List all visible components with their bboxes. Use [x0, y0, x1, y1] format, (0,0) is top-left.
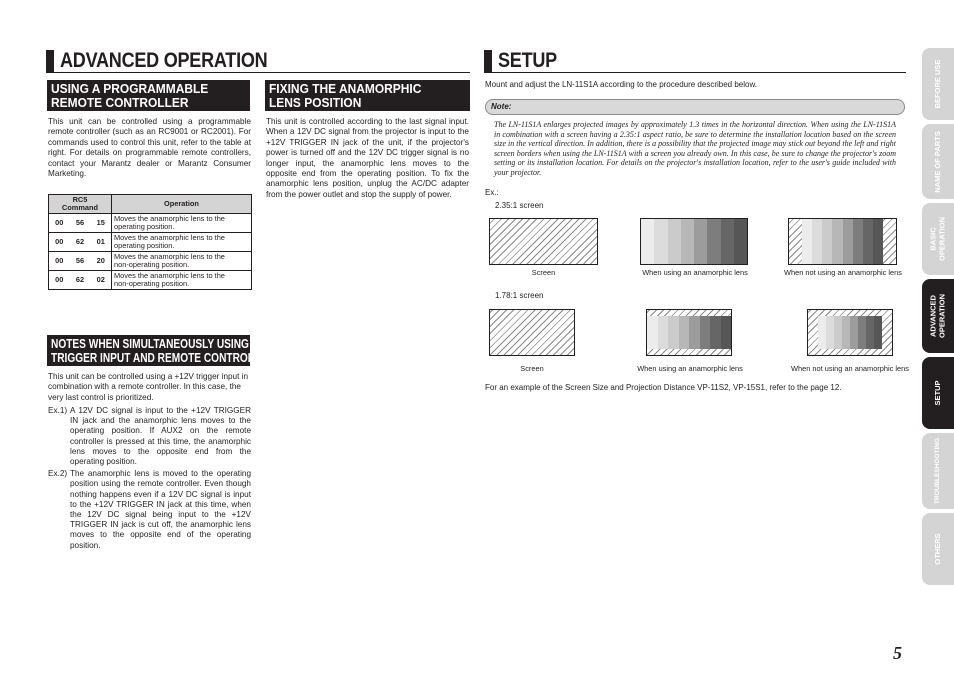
table-row: 00 62 01 Moves the anamorphic lens to the operating position.: [49, 233, 252, 252]
fixing-body: This unit is controlled according to the last signal input. When a 12V DC signal from the projector is input to the +12V TRIGGER IN jack of the unit, if the projector's power is turned off and the 12V DC trigger signal is no longer input, the anamorphic lens moves to the opposite end from the operating position. To fix the anamorphic lens position, unplug the AC/DC adapter from the power outlet and stop the supply of power.: [266, 117, 469, 199]
using-lens-235-figure: [640, 218, 748, 265]
screen-235-figure: [489, 218, 598, 265]
using-lens-178-image: [647, 316, 731, 349]
caption-using-235: When using an anamorphic lens: [642, 268, 748, 277]
tab-name-of-parts[interactable]: NAME OF PARTS: [922, 124, 954, 199]
table-row: 00 56 15 Moves the anamorphic lens to the operating position.: [49, 214, 252, 233]
caption-screen-178: Screen: [520, 364, 544, 373]
tab-before-use[interactable]: BEFORE USE: [922, 48, 954, 120]
setup-intro: Mount and adjust the LN-11S1A according to the procedure described below.: [485, 80, 758, 89]
setup-title: SETUP: [484, 50, 906, 73]
notes-heading: NOTES WHEN SIMULTANEOUSLY USING +12 V TRIGGER INPUT AND REMOTE CONTROLLER: [47, 335, 250, 366]
ex-label: Ex.:: [485, 188, 499, 197]
screen-178-figure: [489, 309, 575, 356]
note-text: The LN-11S1A enlarges projected images by approximately 1.3 times in the horizontal direction. When using the LN-11S1A in combination with a screen having a 2.35:1 aspect ratio, be sure to determine the installation location based on the screen size in the vertical direction. In addition, there is a possibility that the projected image may stick out beyond the left and right screen borders when using the LN-11S1A with a screen you already own. In this case, be sure to change the projector's zoom setting or its installation location. For details on the projector's installation location, refer to the user's guide included with your projector.: [494, 120, 896, 177]
example-1: Ex.1) A 12V DC signal is input to the +12V TRIGGER IN jack and the anamorphic lens moves to the operating position. If AUX2 on the remote controller is pressed at this time, the anamorphic lens moves to the opposite end from the operating position.: [48, 406, 251, 467]
caption-not-using-235: When not using an anamorphic lens: [784, 268, 902, 277]
note-label-box: Note:: [485, 99, 905, 115]
tab-troubleshooting[interactable]: TROUBLESHOOTING: [922, 433, 954, 509]
table-header-command: RC5 Command: [49, 195, 112, 214]
notes-examples: [48, 406, 251, 553]
fixing-heading: FIXING THE ANAMORPHIC LENS POSITION: [265, 80, 470, 111]
not-using-lens-235-image: [802, 219, 883, 264]
table-row: 00 62 02 Moves the anamorphic lens to the non-operating position.: [49, 271, 252, 290]
programmable-body: This unit can be controlled using a programmable remote controller (such as an RC9001 or RC2001). For commands used to control this unit, refer to the table at right. For details on programmable remote controllers, contact your Marantz dealer or Marantz Consumer Marketing.: [48, 117, 251, 179]
caption-not-using-178: When not using an anamorphic lens: [791, 364, 909, 373]
tab-basic-operation[interactable]: BASIC OPERATION: [922, 203, 954, 275]
table-row: 00 56 20 Moves the anamorphic lens to the non-operating position.: [49, 252, 252, 271]
page-number: 5: [893, 643, 902, 663]
example-2: Ex.2) The anamorphic lens is moved to the operating position using the remote controller. Even though nothing happens even if a 12V DC signal is input to the +12V TRIGGER IN jack at this time, when the 12V DC signal being input to the +12V TRIGGER IN jack is cut off, the anamorphic lens moves to the opposite end of the operating position.: [48, 469, 251, 550]
tab-setup[interactable]: SETUP: [922, 357, 954, 429]
caption-screen-235: Screen: [531, 268, 556, 277]
setup-footer: For an example of the Screen Size and Projection Distance VP-11S2, VP-15S1, refer to the page 12.: [485, 383, 842, 392]
ratio-235-label: 2.35:1 screen: [495, 201, 544, 210]
command-table: [48, 194, 252, 290]
advanced-operation-title: ADVANCED OPERATION: [46, 50, 470, 73]
tab-advanced-operation[interactable]: ADVANCED OPERATION: [922, 279, 954, 353]
not-using-lens-178-image: [818, 316, 882, 349]
table-header-operation: Operation: [112, 195, 252, 214]
notes-intro: This unit can be controlled using a +12V trigger input in combination with a remote controller. In this case, the very last control is prioritized.: [48, 372, 249, 402]
ratio-178-label: 1.78:1 screen: [495, 291, 544, 300]
programmable-heading: USING A PROGRAMMABLE REMOTE CONTROLLER: [47, 80, 250, 111]
caption-using-178: When using an anamorphic lens: [637, 364, 743, 373]
tab-others[interactable]: OTHERS: [922, 513, 954, 585]
